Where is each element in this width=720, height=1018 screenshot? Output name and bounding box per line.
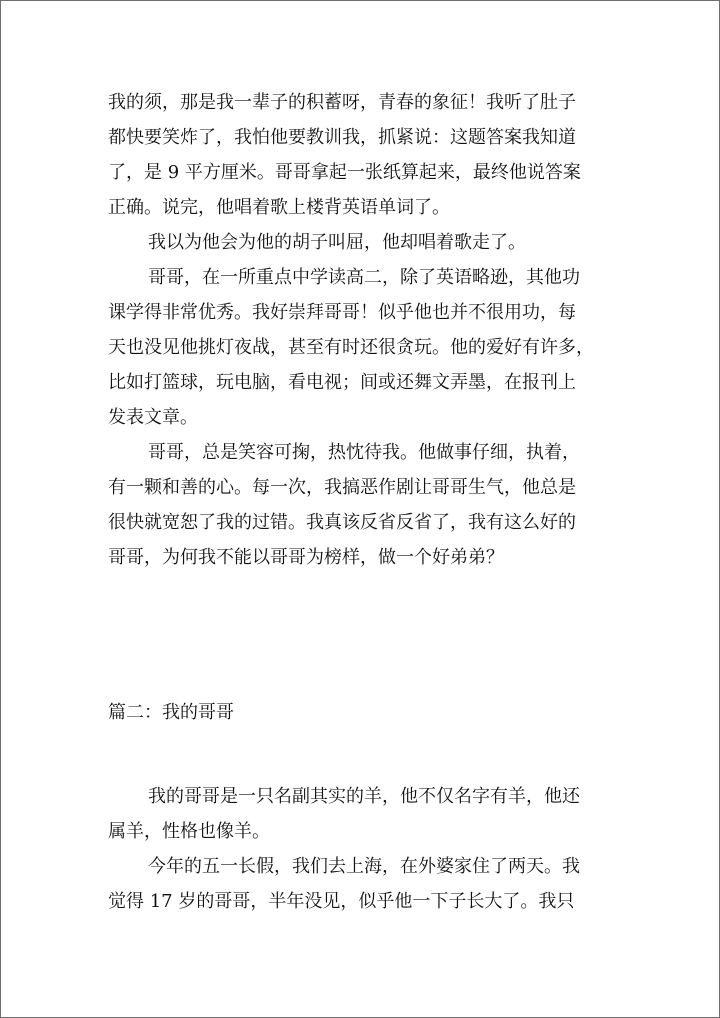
text-line: 比如打篮球，玩电脑，看电视；间或还舞文弄墨，在报刊上 xyxy=(108,372,576,393)
section-one-body xyxy=(108,85,608,575)
text-line: 我的须，那是我一辈子的积蓄呀，青春的象征！我听了肚子 xyxy=(108,92,576,113)
text-line: 都快要笑炸了，我怕他要教训我，抓紧说：这题答案我知道 xyxy=(108,127,576,148)
text-line: 今年的五一长假，我们去上海，在外婆家住了两天。我 xyxy=(148,856,580,877)
text-line: 我以为他会为他的胡子叫屈，他却唱着歌走了。 xyxy=(148,232,526,253)
text-line: 哥哥，为何我不能以哥哥为榜样，做一个好弟弟？ xyxy=(108,547,504,568)
section-heading: 篇二：我的哥哥 xyxy=(108,702,234,723)
text-line: 正确。说完，他唱着歌上楼背英语单词了。 xyxy=(108,197,450,218)
text-line: 哥哥，在一所重点中学读高二，除了英语略逊，其他功 xyxy=(148,267,580,288)
text-line: 哥哥，总是笑容可掬，热忱待我。他做事仔细，执着， xyxy=(148,442,580,463)
text-line: 有一颗和善的心。每一次，我搞恶作剧让哥哥生气，他总是 xyxy=(108,477,576,498)
text-line: 觉得 17 岁的哥哥，半年没见，似乎他一下子长大了。我只 xyxy=(108,891,575,912)
section-two-body xyxy=(108,779,608,919)
text-line: 属羊，性格也像羊。 xyxy=(108,821,270,842)
text-line: 天也没见他挑灯夜战，甚至有时还很贪玩。他的爱好有许多， xyxy=(108,337,594,358)
text-line: 了，是 9 平方厘米。哥哥拿起一张纸算起来，最终他说答案 xyxy=(108,162,581,183)
text-line: 发表文章。 xyxy=(108,407,198,428)
text-line: 很快就宽恕了我的过错。我真该反省反省了，我有这么好的 xyxy=(108,512,576,533)
text-line: 课学得非常优秀。我好崇拜哥哥！似乎他也并不很用功，每 xyxy=(108,302,576,323)
text-line: 我的哥哥是一只名副其实的羊，他不仅名字有羊，他还 xyxy=(148,786,580,807)
